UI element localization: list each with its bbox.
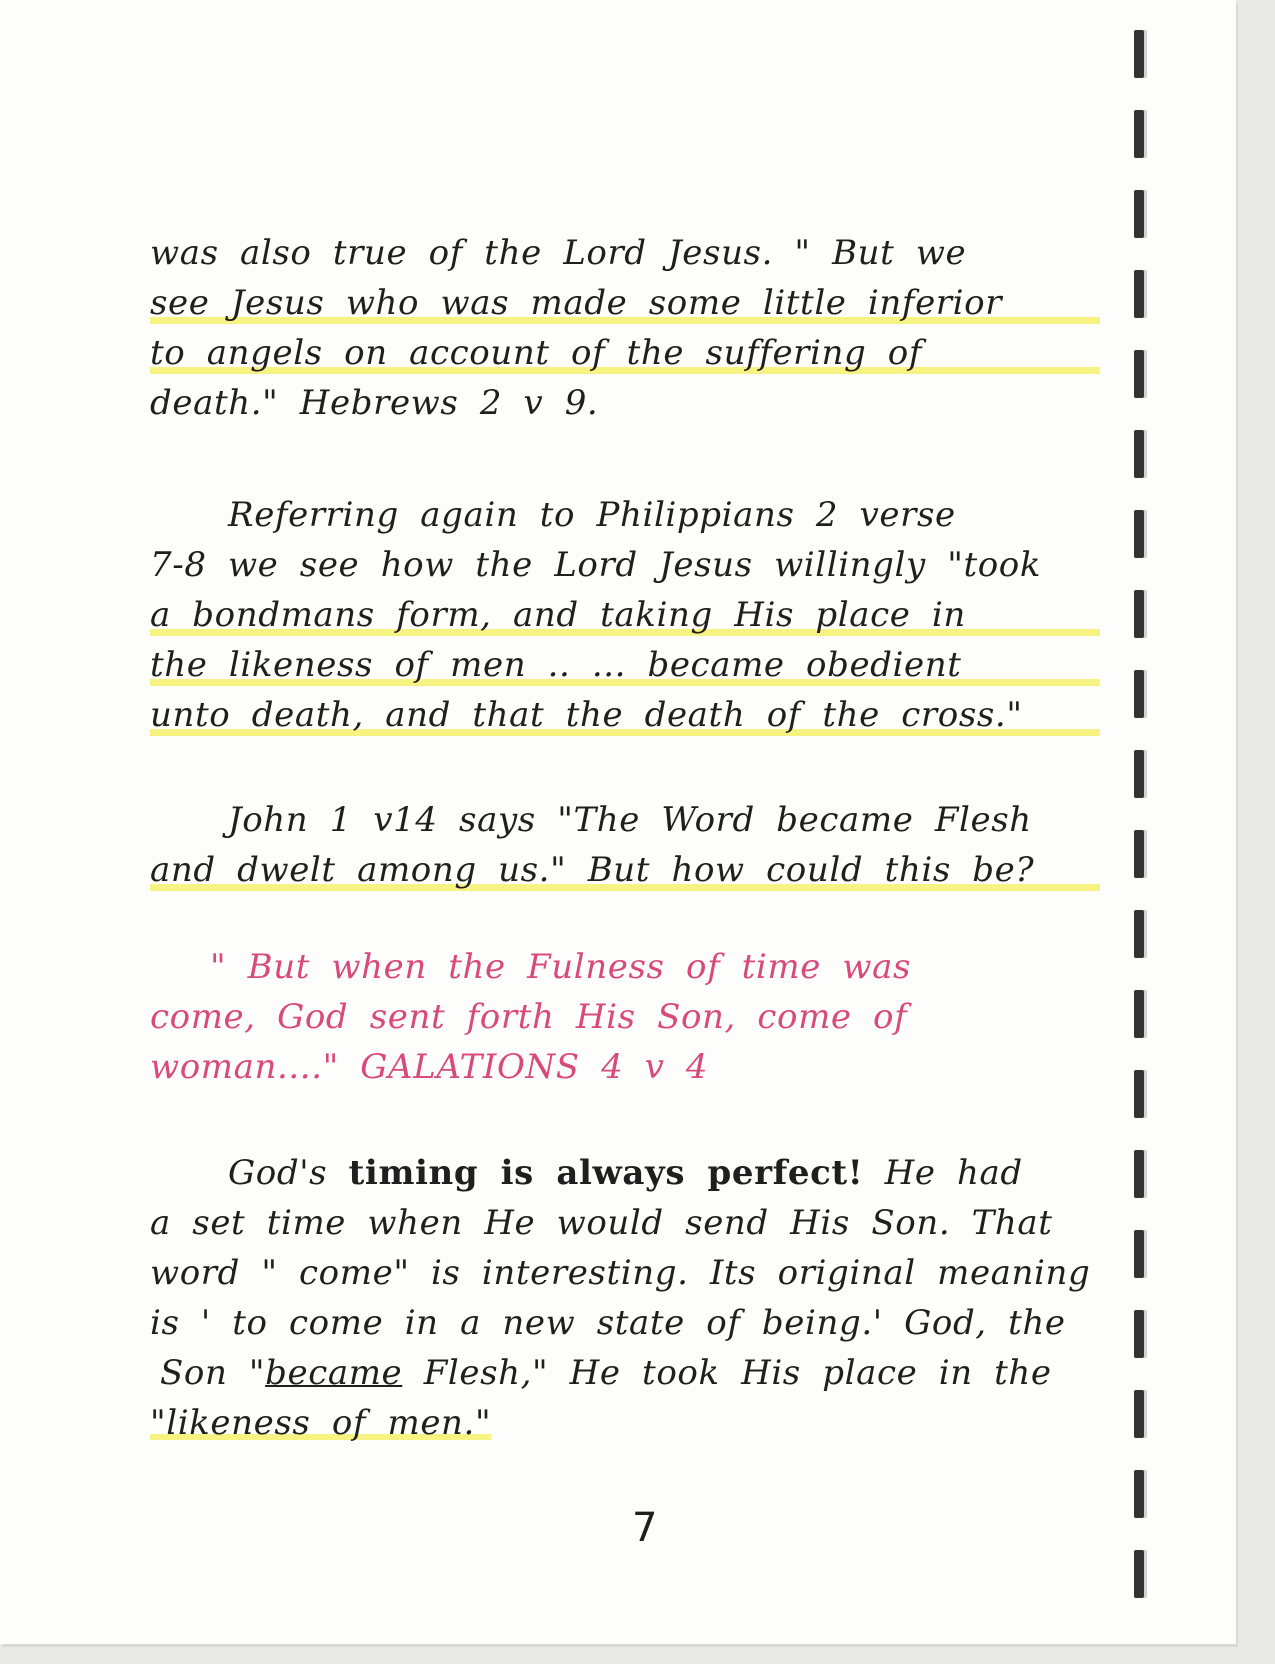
bold-phrase: timing is always perfect!: [348, 1153, 864, 1193]
text-line: a set time when He would send His Son. That: [150, 1203, 1053, 1243]
paragraph-john: [150, 795, 1100, 895]
text-line: a bondmans form, and taking His place in: [150, 590, 1100, 640]
text-line: [150, 1398, 1100, 1448]
text-fragment: Flesh," He took His place in the: [402, 1353, 1052, 1393]
text-line: death." Hebrews 2 v 9.: [150, 383, 599, 423]
binding-hole: [1134, 1390, 1144, 1438]
binding-hole: [1134, 750, 1144, 798]
binding-hole: [1134, 190, 1144, 238]
binding-hole: [1134, 430, 1144, 478]
text-fragment: "likeness of men.": [150, 1403, 492, 1443]
paragraph-timing: [150, 1148, 1100, 1448]
text-line: is ' to come in a new state of being.' God, the: [150, 1303, 1066, 1343]
text-line: the likeness of men .. ... became obedient: [150, 640, 1100, 690]
text-fragment: He had: [884, 1153, 1023, 1193]
binding-hole: [1134, 1550, 1144, 1598]
text-line: come, God sent forth His Son, come of: [150, 997, 908, 1037]
binding-hole: [1134, 590, 1144, 638]
text-line: see Jesus who was made some little inferior: [150, 278, 1100, 328]
text-line: [150, 1148, 1100, 1198]
binding-hole: [1134, 1470, 1144, 1518]
text-line: was also true of the Lord Jesus. " But we: [150, 233, 967, 273]
binding-hole: [1134, 270, 1144, 318]
text-line: word " come" is interesting. Its original meaning: [150, 1253, 1091, 1293]
quote-galatians: [150, 942, 1100, 1092]
text-line: and dwelt among us." But how could this be?: [150, 845, 1100, 895]
text-line: John 1 v14 says "The Word became Flesh: [228, 800, 1032, 840]
binding-hole: [1134, 830, 1144, 878]
binding-hole: [1134, 990, 1144, 1038]
text-line: to angels on account of the suffering of: [150, 328, 1100, 378]
text-line: unto death, and that the death of the cross.": [150, 690, 1100, 740]
text-fragment: Son ": [160, 1353, 266, 1393]
underlined-word: became: [265, 1353, 403, 1393]
binding-hole: [1134, 350, 1144, 398]
text-fragment: God's: [228, 1153, 328, 1193]
text-line: woman...." GALATIONS 4 v 4: [150, 1047, 709, 1087]
binding-hole: [1134, 510, 1144, 558]
binding-hole: [1134, 1310, 1144, 1358]
paragraph-hebrews: [150, 228, 1100, 428]
text-line: 7-8 we see how the Lord Jesus willingly "took: [150, 545, 1042, 585]
binding-hole: [1134, 1150, 1144, 1198]
binding-hole: [1134, 910, 1144, 958]
text-line: Referring again to Philippians 2 verse: [228, 495, 956, 535]
text-line: " But when the Fulness of time was: [210, 947, 911, 987]
binding-hole: [1134, 670, 1144, 718]
binding-hole: [1134, 1230, 1144, 1278]
paragraph-philippians: [150, 490, 1100, 740]
text-line: [150, 1348, 1100, 1398]
binding-hole: [1134, 30, 1144, 78]
binding-hole: [1134, 1070, 1144, 1118]
page-number: 7: [632, 1505, 658, 1551]
binding-hole: [1134, 110, 1144, 158]
spiral-binding: [1124, 0, 1164, 1644]
